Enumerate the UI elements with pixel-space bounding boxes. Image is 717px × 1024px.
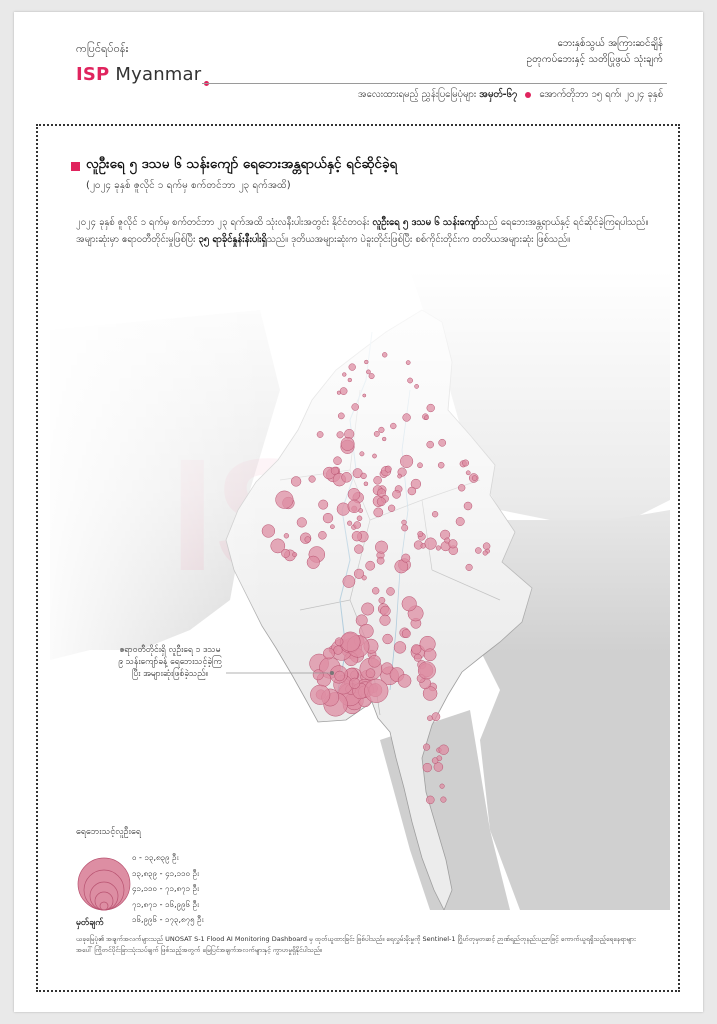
flood-bubble <box>364 360 368 364</box>
flood-bubble <box>458 484 465 491</box>
flood-bubble <box>310 685 330 705</box>
flood-bubble <box>423 763 432 772</box>
flood-bubble <box>415 384 419 388</box>
flood-bubble <box>262 525 275 538</box>
map-subtitle: (၂၀၂၄ ခုနှစ် ဇူလိုင် ၁ ရက်မှ စက်တင်ဘာ ၂၃ ရက်အထိ) <box>86 180 291 191</box>
summary-part2: သည် ရေဘေးအန္တရာယ်နှင့် ရင်ဆိုင်ခဲ့ကြရပါသည်။ အများဆုံးမှာ ဧရာဝတီတိုင်းမှုဖြစ်ပြီး <box>76 217 649 245</box>
flood-bubble <box>432 511 438 517</box>
flood-bubble <box>349 678 360 689</box>
flood-bubble <box>343 575 355 587</box>
callout-text: ဧရာဝတီတိုင်းရှိ လူဦးရေ ၁ ဒသမ ၉ သန်းကျော်ခန့် ရေဘေးသင့်ခဲ့ကြပြီး အများဆုံးဖြစ်ခဲ့သည်။ <box>118 645 222 679</box>
flood-bubble <box>348 378 352 382</box>
callout-anchor <box>330 671 334 675</box>
summary-paragraph <box>76 214 661 248</box>
flood-bubble <box>337 432 344 439</box>
flood-bubble <box>323 513 333 523</box>
flood-bubble <box>408 487 416 495</box>
flood-map <box>50 270 670 910</box>
flood-bubble <box>362 603 374 615</box>
flood-bubble <box>424 416 428 420</box>
flood-bubble <box>400 455 413 468</box>
flood-bubble <box>364 482 368 486</box>
flood-bubble <box>398 474 402 478</box>
flood-bubble <box>348 488 360 500</box>
flood-bubble <box>318 531 326 539</box>
flood-bubble <box>366 561 375 570</box>
flood-bubble <box>427 441 434 448</box>
note-title: မှတ်ချက် <box>76 918 104 928</box>
flood-bubble <box>439 439 446 446</box>
flood-bubble <box>385 466 391 472</box>
flood-bubble <box>352 404 359 411</box>
flood-bubble <box>438 462 444 468</box>
flood-bubble <box>412 645 422 655</box>
flood-bubble <box>354 545 363 554</box>
flood-bubble <box>291 477 301 487</box>
flood-bubble <box>432 713 440 721</box>
page <box>14 12 703 1012</box>
header-divider <box>202 83 667 84</box>
flood-bubble <box>402 520 407 525</box>
flood-bubble <box>363 394 366 397</box>
brand-logo <box>76 64 201 85</box>
flood-bubble <box>427 404 435 412</box>
flood-bubble <box>307 556 320 569</box>
flood-bubble <box>398 674 411 687</box>
flood-bubble <box>408 378 413 383</box>
flood-bubble <box>382 352 387 357</box>
flood-bubble <box>379 597 385 603</box>
flood-bubble <box>439 745 449 755</box>
flood-bubble <box>284 533 289 538</box>
flood-bubble <box>338 413 344 419</box>
header-series-line2: ဥတုကပ်ဘေးနှင့် သတိပြုဖွယ် သုံးချက် <box>526 54 663 65</box>
flood-bubble <box>276 491 294 509</box>
flood-bubble <box>369 655 381 667</box>
legend-item: ၇၁,၈၇၁ - ၁၆,၉၉၆ ဦး <box>132 899 200 909</box>
flood-bubble <box>372 454 376 458</box>
flood-bubble <box>380 615 391 626</box>
flood-bubble <box>380 606 390 616</box>
flood-bubble <box>402 629 410 637</box>
flood-bubble <box>424 649 436 661</box>
legend-item: ၀ - ၁၃,၈၃၉ ဦး <box>132 853 179 862</box>
flood-bubble <box>293 552 297 556</box>
flood-bubble <box>402 525 408 531</box>
flood-bubble <box>423 744 430 751</box>
flood-bubble <box>354 522 361 529</box>
flood-bubble <box>388 505 395 512</box>
flood-bubble <box>360 452 364 456</box>
flood-bubble <box>418 662 435 679</box>
flood-bubble <box>403 414 411 422</box>
flood-bubble <box>369 373 374 378</box>
flood-bubble <box>483 551 488 556</box>
flood-bubble <box>305 537 311 543</box>
note-text: ယခုမြေပုံ၏ အချက်အလက်များသည် UNOSAT S-1 Flood AI Monitoring Dashboard မှ ထုတ်ယူထားခြင်း ဖြစ်ပါသည်။ ရေလွှမ်းမိုးမှုကို Sentinel-1 ဂြိုဟ်တုမှတဆင့် ဉာဏ်ရည်တုနည်းပညာဖြင့် ကောက်ယူရရှိသည့်ရေနေရာများအပေါ် ကြိုတင်ပိုင်းခြားသုံးသပ်ချက် ဖြစ်သည့်အတွက် မြေပြင်အချက်အလက်များနှင့် ကွာဟမှုရှိနိုင်ပါသည်။ <box>76 935 636 954</box>
flood-bubble <box>440 784 445 789</box>
brand-logo-isp: ISP <box>76 64 110 85</box>
flood-bubble <box>374 508 383 517</box>
flood-bubble <box>359 509 363 513</box>
flood-bubble <box>426 796 434 804</box>
flood-bubble <box>462 460 468 466</box>
summary-bold2: ၃၅ ရာခိုင်နှုန်းနီးပါးရှိ <box>198 234 267 245</box>
header-series <box>527 36 663 68</box>
summary-part3: သည်။ ဒုတိယအများဆုံးက ပဲခူးတိုင်းဖြစ်ပြီး စစ်ကိုင်းတိုင်းက တတိယအများဆုံး ဖြစ်သည်။ <box>266 234 571 245</box>
flood-bubble <box>323 648 334 659</box>
flood-bubble <box>313 670 323 680</box>
summary-part1: ၂၀၂၄ ခုနှစ် ဇူလိုင် ၁ ရက်မှ စက်တင်ဘာ ၂၃ ရက်အထိ သုံးလနီးပါးအတွင်း နိုင်ငံတဝန်း <box>76 217 373 228</box>
flood-bubble <box>387 587 395 595</box>
header-series-text: အလေးထားရမည့် ညွှန်းပြမြေပုံများ <box>357 89 477 100</box>
flood-bubble <box>379 427 385 433</box>
flood-bubble <box>377 557 384 564</box>
flood-bubble <box>349 364 356 371</box>
flood-bubble <box>352 531 362 541</box>
flood-bubble <box>330 525 334 529</box>
flood-bubble <box>425 538 437 550</box>
flood-bubble <box>357 516 362 521</box>
flood-bubble <box>362 576 367 581</box>
flood-bubble <box>394 642 406 654</box>
flood-bubble <box>342 373 346 377</box>
title-marker-icon <box>71 162 80 171</box>
flood-bubble <box>382 437 386 441</box>
flood-bubble <box>347 521 352 526</box>
legend-item: ၁၆,၉၉၆ - ၁၇၃,၈၇၅ ဦး <box>132 915 204 924</box>
flood-bubble <box>337 503 350 516</box>
header-date: အောက်တိုဘာ ၁၅ ရက်၊ ၂၀၂၄ ခုနှစ် <box>539 89 663 100</box>
flood-bubble <box>297 518 307 528</box>
flood-bubble <box>402 554 410 562</box>
header-series-number: အမှတ်-၆၇ <box>479 89 518 100</box>
flood-bubble <box>436 546 441 551</box>
brand-logo-myanmar: Myanmar <box>115 64 202 85</box>
flood-bubble <box>466 471 470 475</box>
flood-bubble <box>342 472 352 482</box>
flood-bubble <box>472 476 477 481</box>
legend-labels <box>132 850 204 928</box>
flood-bubble <box>372 587 379 594</box>
flood-bubble <box>317 431 323 437</box>
legend-circles <box>76 844 132 914</box>
brand <box>76 42 201 85</box>
flood-bubble <box>441 797 447 803</box>
flood-bubble <box>392 490 400 498</box>
summary-bold1: လူဦးရေ ၅ ဒသမ ၆ သန်းကျော် <box>372 217 480 228</box>
flood-bubble <box>375 541 387 553</box>
flood-bubble <box>466 564 473 571</box>
flood-bubble <box>432 758 438 764</box>
flood-bubble <box>341 632 361 652</box>
legend-title: ရေဘေးသင့်လူဦးရေ <box>76 827 142 837</box>
flood-bubble <box>475 548 481 554</box>
header-series-line1: ဘေးနှစ်သွယ် အကြားဆင်ချိန် <box>557 38 663 49</box>
flood-bubble <box>445 538 450 543</box>
flood-bubble <box>361 473 367 479</box>
flood-bubble <box>335 638 343 646</box>
header-meta <box>358 88 663 102</box>
flood-bubble <box>434 763 443 772</box>
flood-bubble <box>340 388 347 395</box>
bullet-dot-icon <box>525 92 531 98</box>
legend-item: ၁၃,၈၃၉ - ၄၁,၁၁၀ ဦး <box>132 868 200 878</box>
flood-bubble <box>374 476 382 484</box>
flood-bubble <box>483 543 490 550</box>
flood-bubble <box>383 634 393 644</box>
flood-bubble <box>334 457 342 465</box>
flood-bubble <box>334 646 343 655</box>
flood-bubble <box>341 437 354 450</box>
flood-bubble <box>335 671 345 681</box>
flood-bubble <box>418 531 423 536</box>
map-title: လူဦးရေ ၅ ဒသမ ၆ သန်းကျော် ရေဘေးအန္တရာယ်နှင့် ရင်ဆိုင်ခဲ့ရ <box>86 156 398 172</box>
flood-bubble <box>406 361 410 365</box>
flood-bubble <box>281 549 289 557</box>
legend-item: ၄၁,၁၁၀ - ၇၁,၈၇၁ ဦး <box>132 884 200 893</box>
brand-tagline: ကပြင်ရပ်ဝန်း <box>76 42 129 55</box>
flood-bubble <box>319 500 328 509</box>
flood-bubble <box>366 669 375 678</box>
flood-bubble <box>365 679 389 703</box>
flood-bubble <box>366 370 370 374</box>
flood-bubble <box>390 423 396 429</box>
flood-bubble <box>414 654 421 661</box>
flood-bubble <box>309 476 316 483</box>
flood-bubble <box>427 716 432 721</box>
flood-bubble <box>374 431 379 436</box>
flood-bubble <box>377 498 385 506</box>
flood-bubble <box>456 517 464 525</box>
flood-bubble <box>402 597 417 612</box>
flood-bubble <box>417 463 422 468</box>
flood-bubble <box>464 502 472 510</box>
